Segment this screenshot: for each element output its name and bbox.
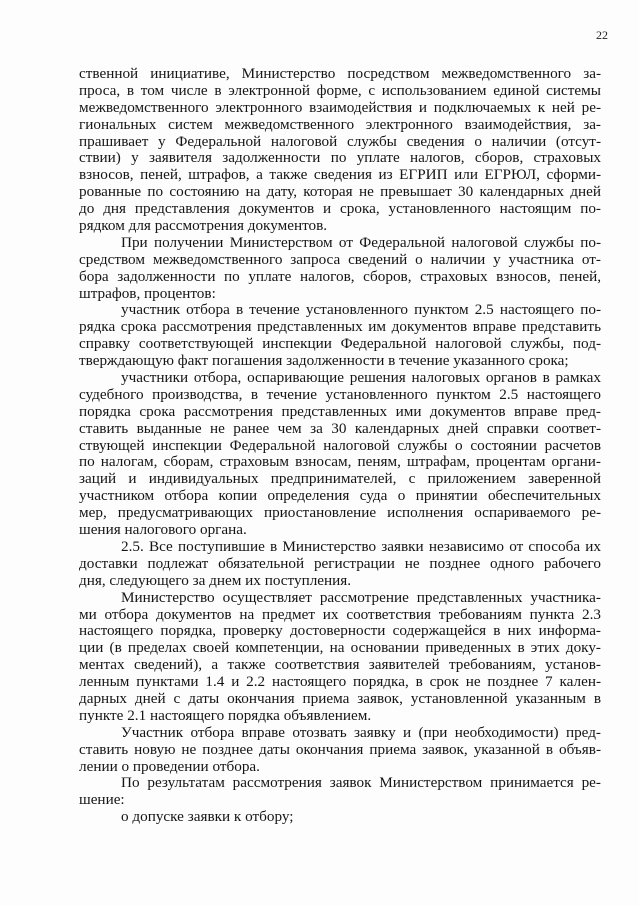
paragraph xyxy=(79,775,601,809)
text-line: о допуске заявки к отбору; xyxy=(121,808,294,826)
text-line: средством межведомственного запроса сведений о наличии у участника от- xyxy=(79,250,601,268)
text-line: ствующей инспекции Федеральной налоговой службы о состоянии расчетов xyxy=(79,436,601,454)
text-line: участники отбора, оспаривающие решения налоговых органов в рамках xyxy=(121,369,601,387)
text-line: ставить новую не позднее даты окончания приема заявок, указанной в объяв- xyxy=(79,740,601,758)
text-line: ленным пунктами 1.4 и 2.2 настоящего порядка, в срок не позднее 7 кален- xyxy=(79,673,601,691)
text-line: бора задолженности по уплате налогов, сборов, страховых взносов, пеней, xyxy=(79,267,601,285)
text-line: межведомственного электронного взаимодействия и подключаемых к ней ре- xyxy=(79,98,601,116)
text-line: проса, в том числе в электронной форме, с использованием единой системы xyxy=(79,81,601,99)
text-line: настоящего порядка, проверку достоверности содержащейся в них информа- xyxy=(79,622,601,640)
text-line: по налогам, сборам, страховым взносам, пеням, штрафам, процентам органи- xyxy=(79,453,601,471)
text-line: лении о проведении отбора. xyxy=(79,757,260,775)
text-line: шения налогового органа. xyxy=(79,521,247,539)
text-line: порядка срока рассмотрения представленных ими документов вправе пред- xyxy=(79,402,601,420)
text-line: рядком для рассмотрения документов. xyxy=(79,217,328,235)
text-line: доставки подлежат обязательной регистрации не позднее одного рабочего xyxy=(79,554,601,572)
text-line: дарных дней с даты окончания приема заявок, установленной указанным в xyxy=(79,689,601,707)
text-line: Министерство осуществляет рассмотрение представленных участника- xyxy=(121,588,601,606)
paragraph xyxy=(79,725,601,776)
text-line: тверждающую факт погашения задолженности в течение указанного срока; xyxy=(79,352,569,370)
text-line: прашивает у Федеральной налоговой службы сведения о наличии (отсут- xyxy=(79,132,601,150)
text-line: взносов, пеней, штрафов, а также сведения из ЕГРИП или ЕГРЮЛ, сформи- xyxy=(79,166,601,184)
paragraph xyxy=(79,809,601,826)
text-line: ментах сведений), а также соответствия заявителей требованиям, установ- xyxy=(79,656,601,674)
page-number: 22 xyxy=(596,28,608,42)
text-line: гиональных систем межведомственного электронного взаимодействия, за- xyxy=(79,115,601,133)
text-line: участником отбора копии определения суда о принятии обеспечительных xyxy=(79,487,601,505)
text-line: шение: xyxy=(79,791,125,809)
paragraph xyxy=(79,539,601,590)
text-line: Участник отбора вправе отозвать заявку и (при необходимости) пред- xyxy=(121,723,601,741)
paragraph xyxy=(79,370,601,539)
text-line: ставить выданные не ранее чем за 30 календарных дней справки соответ- xyxy=(79,419,601,437)
body-text xyxy=(79,66,601,826)
text-line: ции (в пределах своей компетенции, на основании приведенных в этих доку- xyxy=(79,639,601,657)
paragraph xyxy=(79,302,601,370)
text-line: ственной инициативе, Министерство посредством межведомственного за- xyxy=(79,65,601,82)
text-line: участник отбора в течение установленного пунктом 2.5 настоящего по- xyxy=(121,301,601,319)
text-line: По результатам рассмотрения заявок Министерством принимается ре- xyxy=(121,774,601,792)
text-line: ствии) у заявителя задолженности по уплате налогов, сборов, страховых xyxy=(79,149,601,167)
text-line: до дня представления документов и срока, установленного настоящим по- xyxy=(79,200,601,218)
text-line: При получении Министерством от Федеральной налоговой службы по- xyxy=(121,233,601,251)
text-line: рованные по состоянию на дату, которая не превышает 30 календарных дней xyxy=(79,183,601,201)
paragraph xyxy=(79,66,601,235)
text-line: дня, следующего за днем их поступления. xyxy=(79,571,352,589)
text-line: пункте 2.1 настоящего порядка объявлением. xyxy=(79,706,372,724)
text-line: мер, предусматривающих приостановление исполнения оспариваемого ре- xyxy=(79,504,601,522)
text-line: рядка срока рассмотрения представленных им документов вправе представить xyxy=(79,318,601,336)
text-line: заций и индивидуальных предпринимателей, с приложением заверенной xyxy=(79,470,601,488)
text-line: справку соответствующей инспекции Федеральной налоговой службы, под- xyxy=(79,335,601,353)
text-line: судебного производства, в течение установленного пунктом 2.5 настоящего xyxy=(79,385,601,403)
paragraph xyxy=(79,590,601,725)
text-line: 2.5. Все поступившие в Министерство заявки независимо от способа их xyxy=(121,537,601,555)
text-line: ми отбора документов на предмет их соответствия требованиям пункта 2.3 xyxy=(79,605,601,623)
paragraph xyxy=(79,235,601,303)
text-line: штрафов, процентов: xyxy=(79,284,216,302)
